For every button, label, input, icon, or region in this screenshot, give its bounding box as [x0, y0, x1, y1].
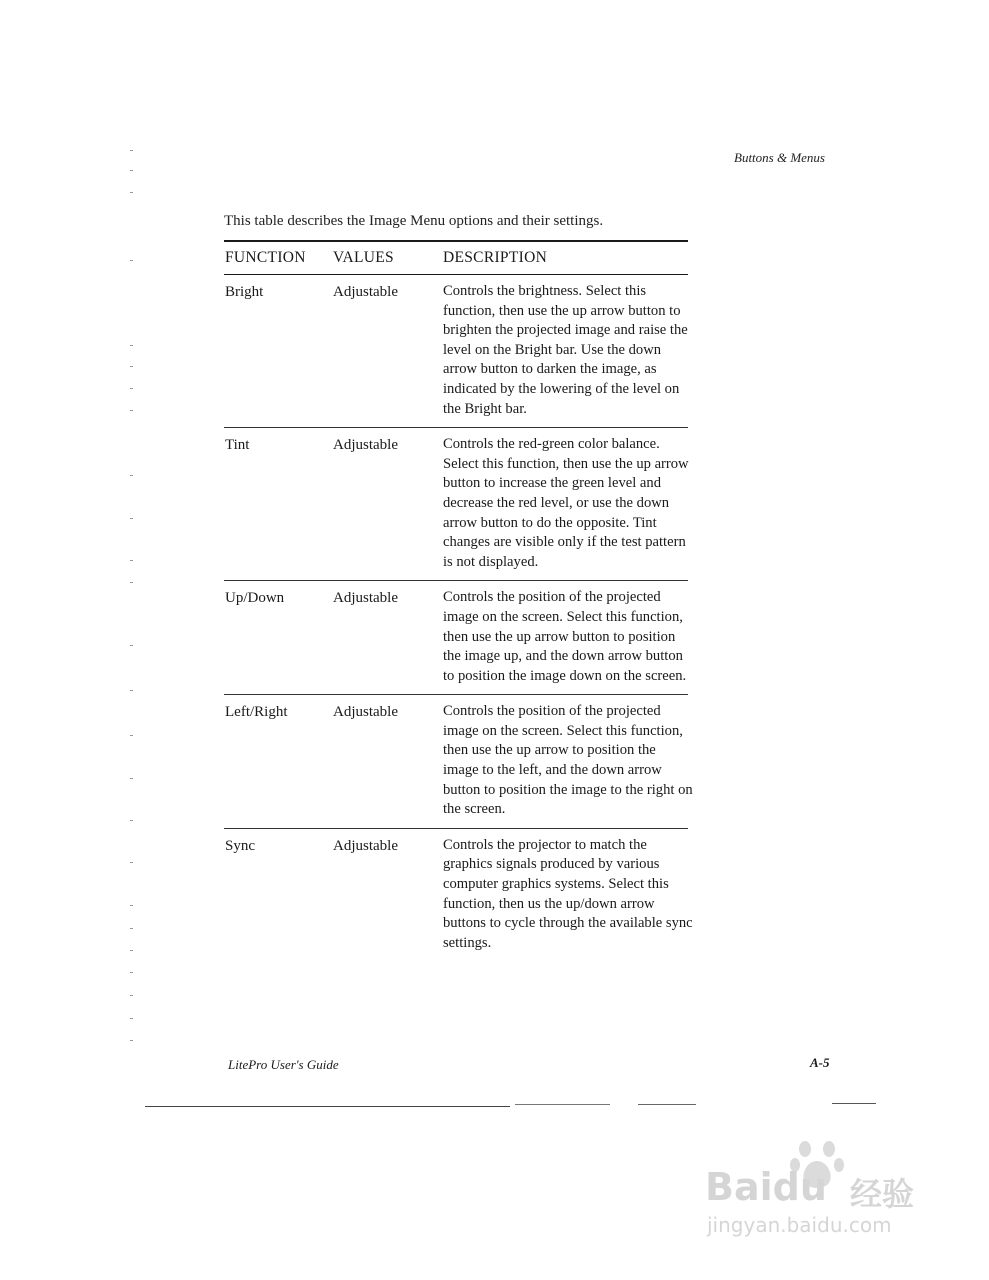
values-cell: Adjustable: [333, 704, 398, 721]
margin-tick: [130, 150, 133, 151]
margin-tick: [130, 778, 133, 779]
margin-tick: [130, 820, 133, 821]
margin-tick: [130, 905, 133, 906]
description-cell: Controls the position of the projected image on the screen. Select this function, then use the up arrow to position the image to the left, and the down arrow button to position the image to the right on the screen.: [443, 703, 693, 818]
description-cell: Controls the red-green color balance. Select this function, then use the up arrow button to increase the green level and decrease the red level, or use the down arrow button to do the opposite. Tint changes are visible only if the test pattern is not displayed.: [443, 436, 689, 570]
scan-artifact-line: [832, 1103, 876, 1104]
watermark-cn: 经验: [850, 1175, 915, 1213]
margin-tick: [130, 388, 133, 389]
running-header: Buttons & Menus: [734, 150, 825, 165]
function-cell: Left/Right: [225, 704, 288, 721]
table-row-sync: [224, 829, 693, 962]
margin-tick: [130, 862, 133, 863]
function-cell: Bright: [225, 284, 264, 300]
margin-tick: [130, 345, 133, 346]
watermark-brand: Baidu: [705, 1165, 827, 1209]
margin-tick: [130, 950, 133, 951]
margin-tick: [130, 1040, 133, 1041]
values-cell: Adjustable: [333, 590, 398, 607]
intro-text: This table describes the Image Menu options and their settings.: [224, 213, 604, 229]
baidu-watermark: [705, 1135, 935, 1245]
description-cell: Controls the position of the projected image on the screen. Select this function, then use the up arrow button to position the image up, and the down arrow button to position the image down on the screen.: [443, 589, 687, 684]
table-row-up-down: [224, 581, 688, 695]
margin-tick: [130, 690, 133, 691]
watermark-url: jingyan.baidu.com: [707, 1213, 892, 1237]
margin-tick: [130, 560, 133, 561]
description-cell: Controls the projector to match the graphics signals produced by various computer graphics systems. Select this function, then us the up/down arrow buttons to cycle through the available sync settings.: [443, 836, 693, 951]
table-row-left-right: [224, 695, 693, 829]
margin-tick: [130, 192, 133, 193]
table-row-tint: [224, 428, 688, 581]
values-cell: Adjustable: [333, 437, 398, 454]
scan-artifact-line: [515, 1104, 610, 1105]
description-cell: Controls the brightness. Select this function, then use the up arrow button to brighten the projected image and raise the level on the Bright bar. Use the down arrow button to darken the image, as indicated by the lowering of the level on the Bright bar.: [443, 283, 688, 417]
margin-tick: [130, 972, 133, 973]
column-header-function: FUNCTION: [225, 249, 306, 266]
table-header: [224, 242, 688, 275]
image-menu-table: [224, 240, 693, 961]
values-cell: Adjustable: [333, 837, 398, 854]
footer-guide-title: LitePro User's Guide: [228, 1057, 339, 1072]
function-cell: Tint: [225, 437, 250, 454]
margin-tick: [130, 518, 133, 519]
function-cell: Sync: [225, 837, 255, 854]
values-cell: Adjustable: [333, 284, 398, 300]
function-cell: Up/Down: [225, 590, 285, 607]
margin-tick: [130, 475, 133, 476]
scan-artifact-line: [145, 1106, 510, 1107]
table-row-bright: [224, 275, 688, 428]
margin-tick: [130, 366, 133, 367]
margin-tick: [130, 410, 133, 411]
margin-tick: [130, 928, 133, 929]
scan-artifact-line: [638, 1104, 696, 1105]
column-header-description: DESCRIPTION: [443, 249, 548, 266]
margin-tick: [130, 995, 133, 996]
margin-tick: [130, 645, 133, 646]
column-header-values: VALUES: [333, 249, 394, 266]
margin-tick: [130, 170, 133, 171]
margin-tick: [130, 735, 133, 736]
margin-tick: [130, 260, 133, 261]
margin-tick: [130, 582, 133, 583]
margin-tick: [130, 1018, 133, 1019]
footer-page-number: A-5: [810, 1055, 830, 1070]
